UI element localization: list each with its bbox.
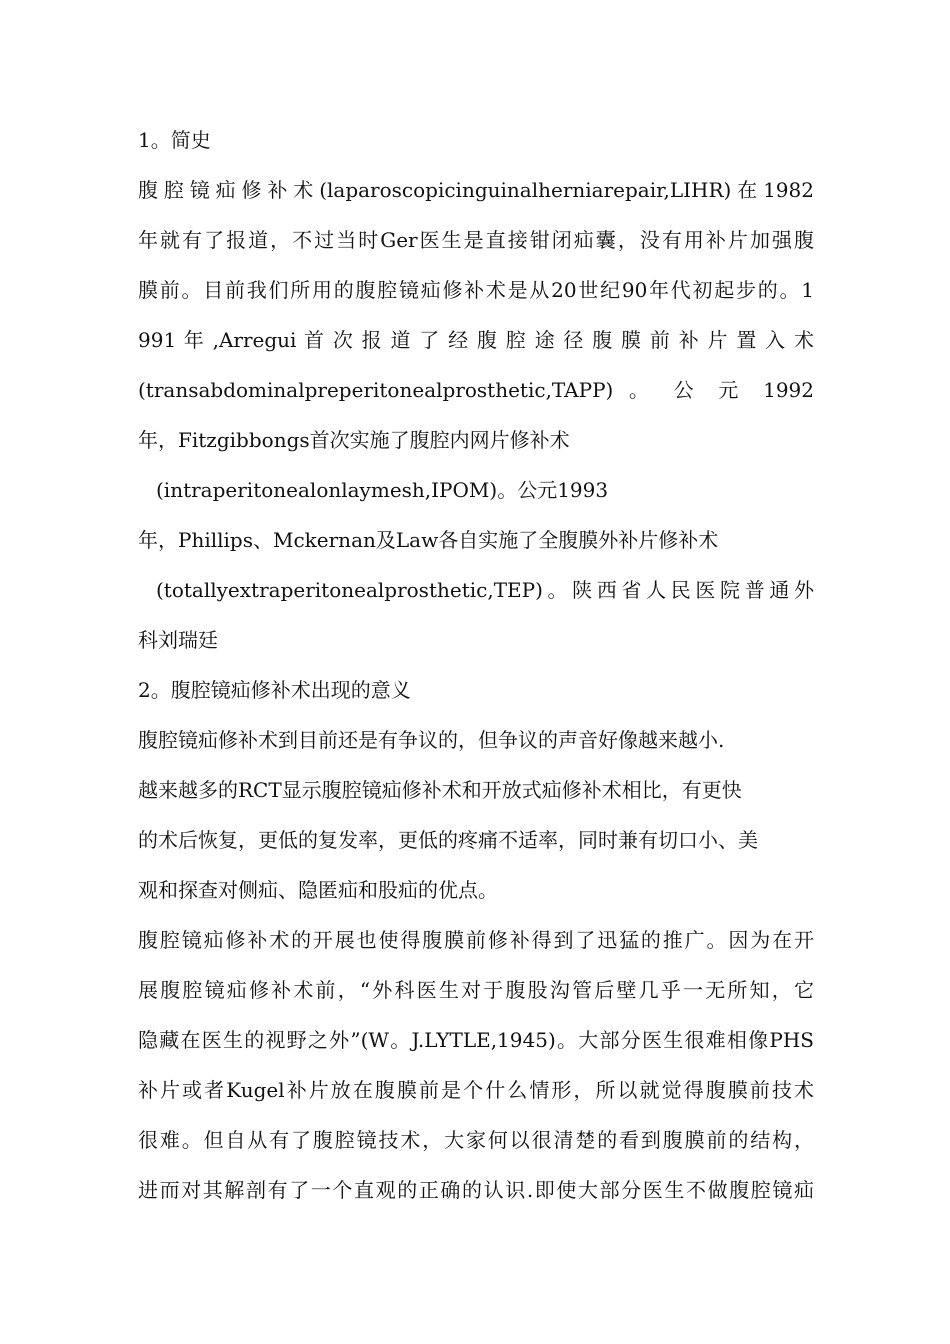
paragraph-line: 展腹腔镜疝修补术前，“外科医生对于腹股沟管后壁几乎一无所知，它 (138, 978, 814, 1002)
paragraph-line: 腹腔镜疝修补术到目前还是有争议的，但争议的声音好像越来越小. (138, 728, 725, 752)
paragraph-line: (totallyextraperitonealprosthetic,TEP)。陕西省人民医院普通外 (156, 578, 814, 602)
paragraph-line: 年，Fitzgibbongs首次实施了腹腔内网片修补术 (138, 428, 570, 452)
paragraph-line: 进而对其解剖有了一个直观的正确的认识.即使大部分医生不做腹腔镜疝 (138, 1178, 814, 1202)
paragraph-line: 年，Phillips、Mckernan及Law各自实施了全腹膜外补片修补术 (138, 528, 719, 552)
paragraph-line: 991 年 ,Arregui 首 次 报 道 了 经 腹 腔 途 径 腹 膜 前 补 片 置 入 术 (138, 328, 814, 352)
paragraph-line: 的术后恢复，更低的复发率，更低的疼痛不适率，同时兼有切口小、美 (138, 828, 758, 852)
paragraph-line: 年就有了报道，不过当时Ger医生是直接钳闭疝囊，没有用补片加强腹 (138, 228, 814, 252)
paragraph-line: 很难。但自从有了腹腔镜技术，大家何以很清楚的看到腹膜前的结构， (138, 1128, 814, 1152)
paragraph-line: 腹腔镜疝修补术(laparoscopicinguinalherniarepair,LIHR)在1982 (138, 178, 814, 202)
paragraph-line: 科刘瑞廷 (138, 628, 218, 652)
paragraph-line: (intraperitonealonlaymesh,IPOM)。公元1993 (156, 478, 609, 502)
paragraph-line: 腹腔镜疝修补术的开展也使得腹膜前修补得到了迅猛的推广。因为在开 (138, 928, 814, 952)
paragraph-line: 观和探查对侧疝、隐匿疝和股疝的优点。 (138, 878, 498, 902)
paragraph-line: 隐藏在医生的视野之外”(W。J.LYTLE,1945)。大部分医生很难相像PHS (138, 1028, 814, 1052)
paragraph-line: (transabdominalpreperitonealprosthetic,TAPP) 。 公 元 1992 (138, 378, 814, 402)
section-2-heading: 2。腹腔镜疝修补术出现的意义 (138, 678, 411, 702)
paragraph-line: 补片或者Kugel补片放在腹膜前是个什么情形，所以就觉得腹膜前技术 (138, 1078, 814, 1102)
paragraph-line: 膜前。目前我们所用的腹腔镜疝修补术是从20世纪90年代初起步的。1 (138, 278, 814, 302)
section-1-heading: 1。简史 (138, 128, 211, 152)
paragraph-line: 越来越多的RCT显示腹腔镜疝修补术和开放式疝修补术相比，有更快 (138, 778, 742, 802)
